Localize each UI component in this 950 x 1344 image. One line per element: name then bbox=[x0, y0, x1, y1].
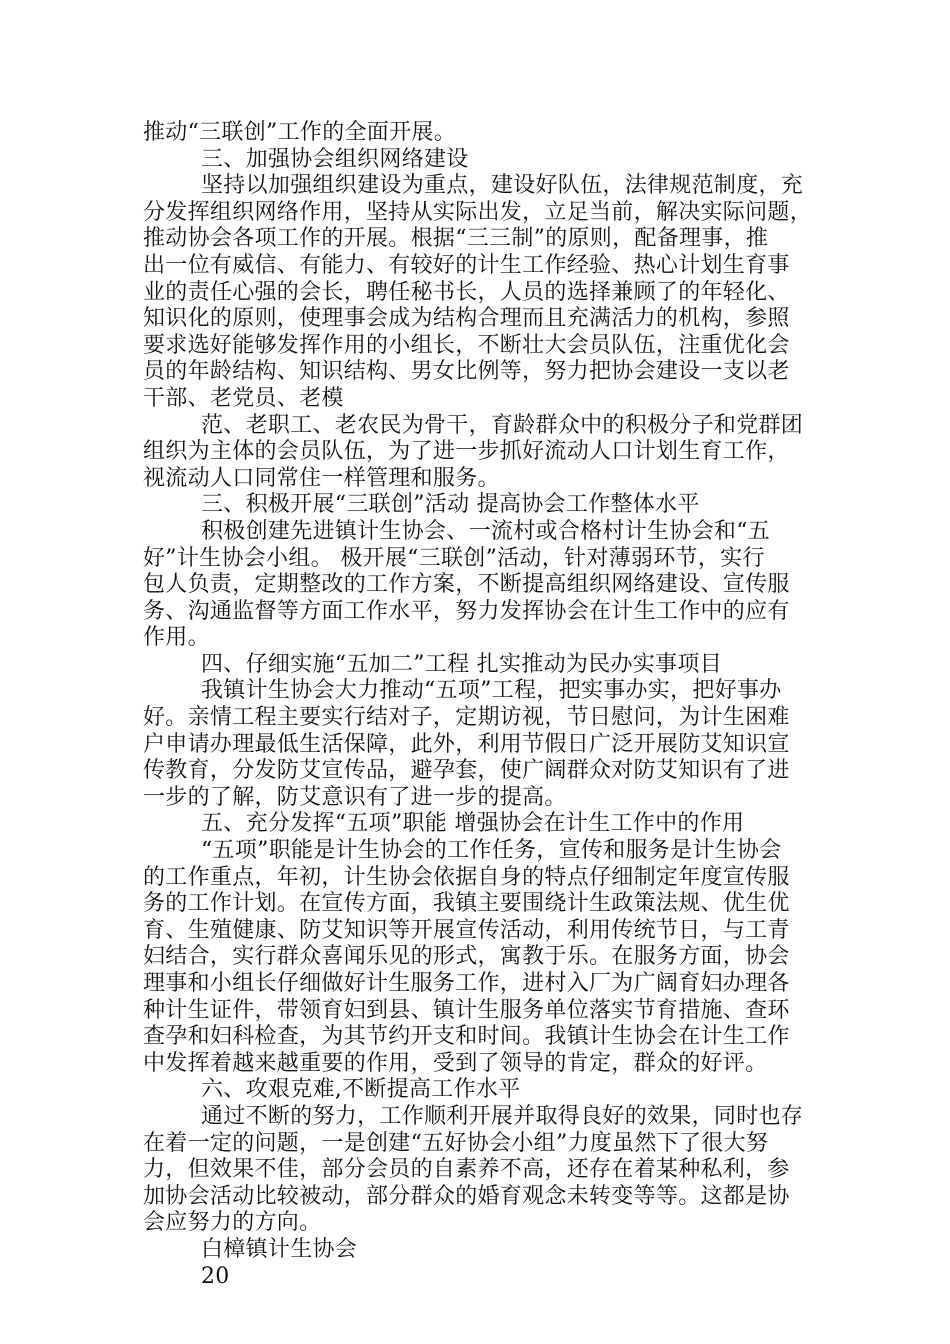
text-line: 育、生殖健康、防艾知识等开展宣传活动，利用传统节日，与工青 bbox=[143, 917, 790, 943]
text-line: 查孕和妇科检查，为其节约开支和时间。我镇计生协会在计生工作 bbox=[143, 1024, 790, 1050]
text-line: 理事和小组长仔细做好计生服务工作，进村入厂为广阔育妇办理各 bbox=[143, 971, 790, 996]
text-line: 出一位有威信、有能力、有较好的计生工作经验、热心计划生育事 bbox=[143, 252, 790, 278]
text-line: “五项”职能是计生协会的工作任务，宣传和服务是计生协会 bbox=[201, 838, 782, 864]
text-line: 业的责任心强的会长，聘任秘书长，人员的选择兼顾了的年轻化、 bbox=[143, 279, 790, 305]
text-line: 分发挥组织网络作用，坚持从实际出发，立足当前，解决实际问题， bbox=[143, 199, 813, 225]
text-line: 作用。 bbox=[143, 625, 210, 651]
text-line: 知识化的原则，使理事会成为结构合理而且充满活力的机构，参照 bbox=[143, 306, 790, 332]
text-line: 一步的了解，防艾意识有了进一步的提高。 bbox=[143, 784, 567, 810]
text-line: 户申请办理最低生活保障，此外，利用节假日广泛开展防艾知识宣 bbox=[143, 731, 790, 757]
text-line: 妇结合，实行群众喜闻乐见的形式，寓教于乐。在服务方面，协会 bbox=[143, 944, 790, 970]
text-line: 积极创建先进镇计生协会、一流村或合格村计生协会和“五 bbox=[201, 518, 771, 544]
text-line: 三、加强协会组织网络建设 bbox=[201, 146, 469, 172]
text-line: 视流动人口同常住一样管理和服务。 bbox=[143, 465, 500, 491]
text-line: 要求选好能够发挥作用的小组长，不断壮大会员队伍，注重优化会 bbox=[143, 332, 790, 358]
text-line: 好。亲情工程主要实行结对子，定期访视，节日慰问，为计生困难 bbox=[143, 705, 790, 731]
text-line: 务、沟通监督等方面工作水平，努力发挥协会在计生工作中的应有 bbox=[143, 598, 790, 624]
text-line: 好”计生协会小组。 极开展“三联创”活动，针对薄弱环节，实行 bbox=[143, 545, 765, 571]
text-line: 六、攻艰克难,不断提高工作水平 bbox=[201, 1077, 521, 1103]
text-line: 我镇计生协会大力推动“五项”工程，把实事办实，把好事办 bbox=[201, 678, 782, 704]
text-line: 通过不断的努力，工作顺利开展并取得良好的效果，同时也存 bbox=[201, 1103, 804, 1129]
text-line: 五、充分发挥“五项”职能 增强协会在计生工作中的作用 bbox=[201, 811, 745, 837]
text-line: 推动“三联创”工作的全面开展。 bbox=[143, 120, 456, 145]
text-line: 务的工作计划。在宣传方面，我镇主要围绕计生政策法规、优生优 bbox=[143, 891, 790, 917]
text-line: 力，但效果不佳，部分会员的自素养不高，还存在着某种私利，参 bbox=[143, 1157, 790, 1183]
text-line: 会应努力的方向。 bbox=[143, 1210, 322, 1236]
text-line: 在着一定的问题，一是创建“五好协会小组”力度虽然下了很大努 bbox=[143, 1130, 769, 1156]
text-line: 的工作重点，年初，计生协会依据自身的特点仔细制定年度宣传服 bbox=[143, 864, 790, 890]
text-line: 传教育，分发防艾宣传品，避孕套，使广阔群众对防艾知识有了进 bbox=[143, 758, 790, 784]
text-line: 白樟镇计生协会 bbox=[201, 1236, 358, 1262]
document-body bbox=[143, 120, 823, 1290]
text-line: 种计生证件，带领育妇到县、镇计生服务单位落实节育措施、查环 bbox=[143, 997, 790, 1023]
text-line: 推动协会各项工作的开展。根据“三三制”的原则，配备理事，推 bbox=[143, 226, 769, 252]
text-line: 加协会活动比较被动，部分群众的婚育观念未转变等等。这都是协 bbox=[143, 1183, 790, 1209]
text-line: 四、仔细实施“五加二”工程 扎实推动为民办实事项目 bbox=[201, 651, 722, 677]
text-line: 坚持以加强组织建设为重点，建设好队伍，法律规范制度，充 bbox=[201, 173, 804, 199]
text-line: 员的年龄结构、知识结构、男女比例等，努力把协会建设一支以老 bbox=[143, 359, 790, 385]
text-line: 中发挥着越来越重要的作用，受到了领导的肯定，群众的好评。 bbox=[143, 1050, 768, 1076]
text-line: 干部、老党员、老模 bbox=[143, 385, 344, 411]
text-line: 三、积极开展“三联创”活动 提高协会工作整体水平 bbox=[201, 492, 700, 518]
text-line: 包人负责，定期整改的工作方案，不断提高组织网络建设、宣传服 bbox=[143, 572, 790, 598]
text-line: 组织为主体的会员队伍，为了进一步抓好流动人口计划生育工作， bbox=[143, 439, 790, 465]
text-line: 20 bbox=[201, 1263, 230, 1289]
text-line: 范、老职工、老农民为骨干，育龄群众中的积极分子和党群团 bbox=[201, 412, 804, 438]
